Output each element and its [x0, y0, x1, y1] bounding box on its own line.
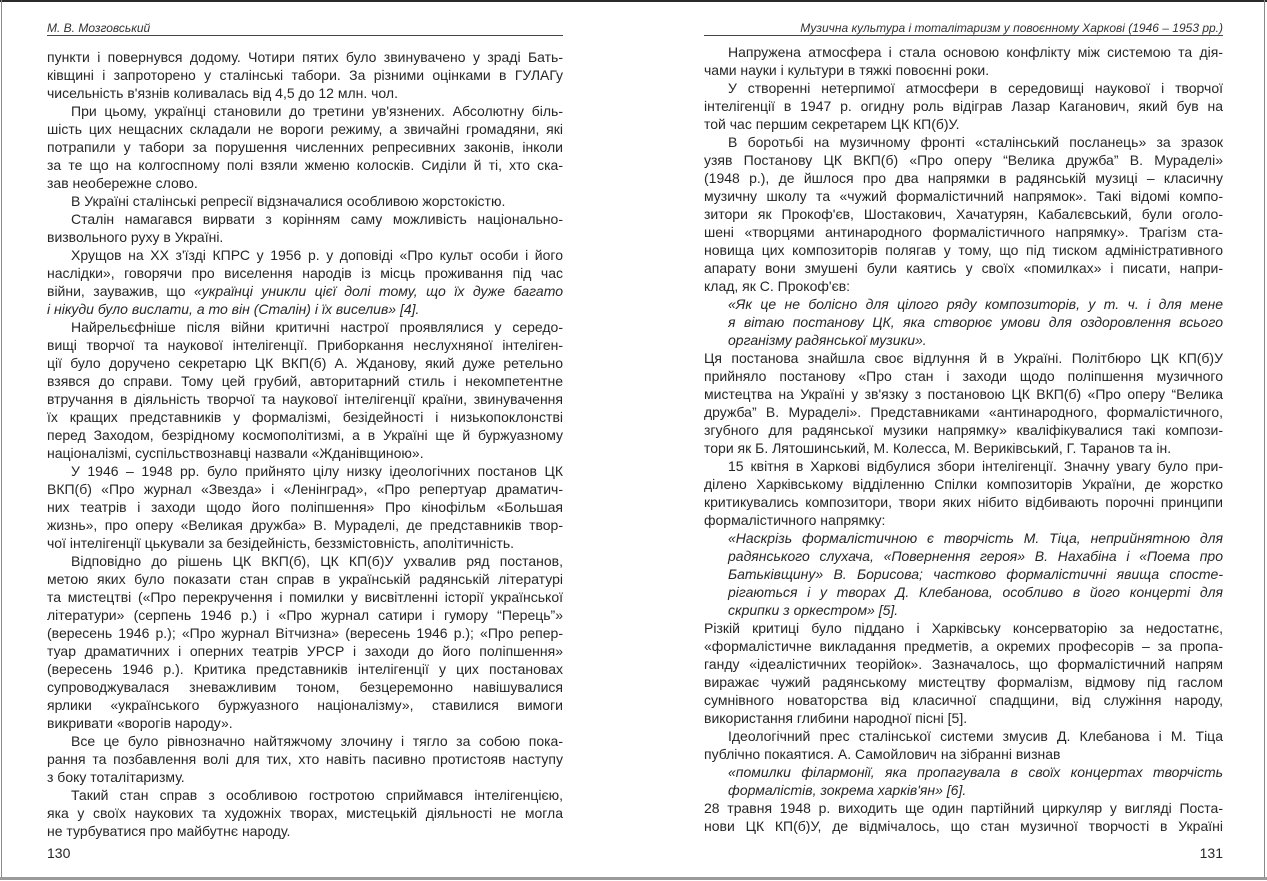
- running-head-author: М. В. Мозговський: [47, 21, 151, 35]
- text-line: [47, 282, 563, 300]
- paragraph: [47, 552, 563, 732]
- text-line: них театрів і заходи щодо його поліпшення» Про кінофільм «Большая: [47, 499, 563, 515]
- text-line: «помилки філармонії, яка пропагувала в своїх концертах творчість: [728, 764, 1223, 780]
- text-line: той час першим секретарем ЦК КП(б)У.: [704, 116, 960, 132]
- text-line: дружба” В. Мураделі». Представниками «антинародного, формалістичного,: [704, 404, 1223, 420]
- text-line: викривати «ворогів народу».: [47, 715, 233, 731]
- text-line: новища цих композиторів полягав у тому, що під тиском адміністративного: [704, 242, 1223, 258]
- text-line: виражає чужий радянському мистецтву формалізм, відмову під гаслом: [704, 674, 1223, 690]
- text-line: взявся до справи. Тому цей грубий, авторитарний стиль і некомпетентне: [47, 373, 563, 389]
- text-line: ярлики «українського буржуазного націоналізму», ставилися вимоги: [47, 697, 563, 713]
- text-line: жизнь», про оперу «Великая дружба» В. Мураделі, де представників твор-: [47, 517, 563, 533]
- text-line: зав необережне слово.: [47, 175, 198, 191]
- text-line: 28 травня 1948 р. виходить ще один партійний циркуляр у вигляді Поста-: [704, 800, 1223, 816]
- text-line: наслідки», говорячи про виселення народів із місць проживання під час: [47, 265, 563, 281]
- text-line: скрипки з оркестром» [5].: [728, 602, 899, 618]
- text-line: метою яких було показати стан справ в українській радянській літературі: [47, 571, 563, 587]
- text-line: музичну школу та «чужий формалістичний напрямок». Такі відомі компо-: [704, 188, 1223, 204]
- text-line: потрапили у табори за порушення численних репресивних законів, інколи: [47, 139, 563, 155]
- text-line: радянського слухача, «Повернення героя» В. Нахабіна і «Поема про: [728, 548, 1223, 564]
- text-line: ції було доручено секретарю ЦК ВКП(б) А. Жданову, який дуже ретельно: [47, 355, 563, 371]
- text-line: формалістів, зокрема харків'ян» [6].: [728, 782, 967, 798]
- text-line: Такий стан справ з особливою гостротою сприймався інтелігенцією,: [71, 787, 563, 803]
- text-line: узяв Постанову ЦК ВКП(б) «Про оперу “Велика дружба” В. Мураделі»: [704, 152, 1223, 168]
- text-line: використання глибини народної пісні [5].: [704, 710, 968, 726]
- frame-bottom-edge: [0, 877, 1267, 880]
- paragraph: [47, 318, 563, 462]
- text-line: вищі творчої та наукової інтелігенції. Приборкання неслухняної інтеліген-: [47, 337, 563, 353]
- text-line: Сталін намагався вирвати з корінням саму можливість національно-: [71, 211, 563, 227]
- header-rule: [704, 35, 1223, 36]
- text-line: ківщині і запроторено у сталінські табори. За різними оцінками в ГУЛАГу: [47, 67, 563, 83]
- text-line: Напружена атмосфера і стала основою конфлікту між системою та дія-: [728, 44, 1223, 60]
- text-line: Батьківщину» В. Борисова; частково формалістичні явища спосте-: [728, 566, 1223, 582]
- paragraph: [704, 799, 1223, 835]
- text-line: апарату вони змушені були каятись у своїх «помилках» і писати, напри-: [704, 260, 1223, 276]
- page-body: [704, 43, 1223, 835]
- text-line: зитори як Прокоф'єв, Шостакович, Хачатурян, Кабалєвський, були оголо-: [704, 206, 1223, 222]
- page-number: 131: [1199, 845, 1223, 861]
- text-line: згубного для радянської музики напрямку» кваліфікувалися такі компози-: [704, 422, 1223, 438]
- frame-left-edge: [1, 0, 2, 880]
- italic-quote-text: і нікуди було вислати, а то він (Сталін) і їх виселив» [4].: [47, 301, 420, 317]
- text-line: «Наскрізь формалістичною є творчість М. Тіца, неприйнятною для: [728, 530, 1223, 546]
- text-line: Ідеологічний прес сталінської системи змусив Д. Клебанова і М. Тіца: [728, 728, 1223, 744]
- block-quote: [704, 529, 1223, 619]
- text-line: тори як Б. Лятошинський, М. Колесса, М. Вериківський, Г. Таранов та ін.: [704, 440, 1172, 456]
- text-line: супроводжувалася зневажливим тоном, безцеремонно навішувалися: [47, 679, 563, 695]
- text-line: мистецтва на Україні у зв'язку з постановою ЦК ВКП(б) «Про оперу “Велика: [704, 386, 1223, 402]
- text-line: У створенні нетерпимої атмосфери в середовищі наукової і творчої: [728, 80, 1223, 96]
- text-line: формалістичного напрямку:: [704, 512, 886, 528]
- block-quote: [704, 295, 1223, 349]
- paragraph: [47, 786, 563, 840]
- text-line: пункти і повернувся додому. Чотири пятих було звинувачено у зраді Бать-: [47, 49, 563, 65]
- text-line: чисельність в'язнів коливалась від 4,5 до 12 млн. чол.: [47, 85, 398, 101]
- text-line: клад, як С. Прокоф'єв:: [704, 278, 851, 294]
- paragraph: [704, 79, 1223, 133]
- text-line: (вересень 1946 р.); «Про журнал Вітчизна» (вересень 1946 р.); «Про репер-: [47, 625, 563, 641]
- paragraph: [704, 727, 1223, 763]
- paragraph: [47, 246, 563, 318]
- text-segment: війни, зауважив, що: [47, 283, 195, 299]
- text-line: нови ЦК КП(б)У, де відмічалось, що стан музичної творчості в Україні: [704, 818, 1223, 834]
- page-body: [47, 48, 563, 840]
- text-line: 15 квітня в Харкові відбулися збори інтелігенції. Значну увагу було при-: [728, 458, 1223, 474]
- running-head-title: Музична культура і тоталітаризм у повоєнному Харкові (1946 – 1953 рр.): [800, 21, 1223, 35]
- text-line: Найрельєфніше після війни критичні настрої проявлялися у середо-: [71, 319, 563, 335]
- frame-top-edge: [0, 0, 1267, 2]
- text-line: літератури» (серпень 1946 р.) і «Про журнал сатири і гумору “Перець”»: [47, 607, 563, 623]
- text-line: рігаються і у творах Д. Клебанова, особливо в його концерті для: [728, 584, 1223, 600]
- text-line: шені «творцями антинародного формалістичного напрямку». Трагізм ста-: [704, 224, 1223, 240]
- paragraph: [704, 133, 1223, 295]
- text-line: не турбуватися про майбутнє народу.: [47, 823, 291, 839]
- text-line: Все це було рівнозначно найтяжчому злочину і тягло за собою пока-: [71, 733, 563, 749]
- text-line: чами науки і культури в тяжкі повоєнні роки.: [704, 62, 990, 78]
- text-line: публічно покаятися. А. Самойлович на зібранні визнав: [704, 746, 1061, 762]
- text-line: В боротьбі на музичному фронті «сталінський посланець» за зразок: [728, 134, 1223, 150]
- text-line: інтелігенції в 1947 р. огидну роль відіграв Лазар Каганович, який був на: [704, 98, 1223, 114]
- text-line: При цьому, українці становили до третини ув'язнених. Абсолютну біль-: [71, 103, 563, 119]
- text-line: «Як це не болісно для цілого ряду композиторів, у т. ч. і для мене: [728, 296, 1223, 312]
- paragraph: [47, 48, 563, 102]
- paragraph: [704, 619, 1223, 727]
- paragraph: [47, 732, 563, 786]
- text-line: туар драматичних і оперних театрів УРСР і заходи до його поліпшення»: [47, 643, 563, 659]
- paragraph: [704, 349, 1223, 457]
- text-line: я вітаю постанову ЦК, яка створює умови для оздоровлення всього: [728, 314, 1223, 330]
- text-line: прийняло постанову «Про стан і заходи щодо поліпшення музичного: [704, 368, 1223, 384]
- text-line: та мистецтві («Про перекручення і помилки у висвітленні історії української: [47, 589, 563, 605]
- text-line: яка у своїх наукових та художніх творах, мистецькій діяльності не могла: [47, 805, 563, 821]
- paragraph: [47, 210, 563, 246]
- text-line: ВКП(б) «Про журнал «Звезда» і «Ленінград», «Про репертуар драматич-: [47, 481, 563, 497]
- paragraph: [47, 462, 563, 552]
- paragraph: [704, 457, 1223, 529]
- text-line: сумнівного новаторства від класичної спадщини, від служіння народу,: [704, 692, 1223, 708]
- text-line: рання та позбавлення волі для тих, хто навіть пасивно протистояв наступу: [47, 751, 563, 767]
- italic-quote-text: «українці уникли цієї долі тому, що їх дуже багато: [194, 283, 563, 299]
- text-line: ганду «ідеалістичних теорійок». Зазначалось, що формалістичний напрям: [704, 656, 1223, 672]
- text-line: їх кращих представників у формалізмі, безідейності і низькопоклонстві: [47, 409, 563, 425]
- page-number: 130: [47, 845, 71, 861]
- text-line: (вересень 1946 р.). Критика представників інтелігенції у цих постановах: [47, 661, 563, 677]
- text-line: Хрущов на ХХ з'їзді КПРС у 1956 р. у доповіді «Про культ особи і його: [71, 247, 563, 263]
- paragraph: [47, 102, 563, 192]
- paragraph: [47, 192, 563, 210]
- text-line: ділено Харківському відділенню Спілки композиторів України, де жорстко: [704, 476, 1223, 492]
- text-line: перед Заходом, безрідному космополітизмі, а в Україні ще й буржуазному: [47, 427, 563, 443]
- text-line: Відповідно до рішень ЦК ВКП(б), ЦК КП(б)У ухвалив ряд постанов,: [71, 553, 563, 569]
- text-line: втручання в діяльність творчої та наукової інтелігенції країни, звинувачення: [47, 391, 563, 407]
- text-line: Різкій критиці було піддано і Харківську консерваторію за недостатнє,: [704, 620, 1223, 636]
- paragraph: [704, 43, 1223, 79]
- text-line: [47, 300, 563, 318]
- text-line: шість цих нещасних складали не вороги режиму, а звичайні громадяни, які: [47, 121, 563, 137]
- text-line: У 1946 – 1948 рр. було прийнято цілу низку ідеологічних постанов ЦК: [71, 463, 563, 479]
- text-line: «формалістичне викладання предметів, а окремих професорів – за пропа-: [704, 638, 1223, 654]
- text-line: визвольного руху в Україні.: [47, 229, 224, 245]
- text-line: організму радянської музики».: [728, 332, 927, 348]
- frame-right-edge: [1264, 0, 1265, 880]
- text-line: В Україні сталінські репресії відзначалися особливою жорстокістю.: [71, 193, 506, 209]
- text-line: (1948 р.), де йшлося про два напрямки в радянській музиці – класичну: [704, 170, 1223, 186]
- text-line: за те що на колгоспному полі взяли жменю колосків. Сиділи й ті, хто ска-: [47, 157, 563, 173]
- text-line: критикувались композитори, твори яких нібито відбивають порочні принципи: [704, 494, 1223, 510]
- text-line: з боку тоталітаризму.: [47, 769, 185, 785]
- text-line: націоналізмі, суспільствознавці назвали «Жданівщиною».: [47, 445, 424, 461]
- block-quote: [704, 763, 1223, 799]
- text-line: чої інтелігенції цькували за безідейність, беззмістовність, аполітичність.: [47, 535, 515, 551]
- header-rule: [47, 35, 563, 36]
- text-line: Ця постанова знайшла своє відлуння й в Україні. Політбюро ЦК КП(б)У: [704, 350, 1223, 366]
